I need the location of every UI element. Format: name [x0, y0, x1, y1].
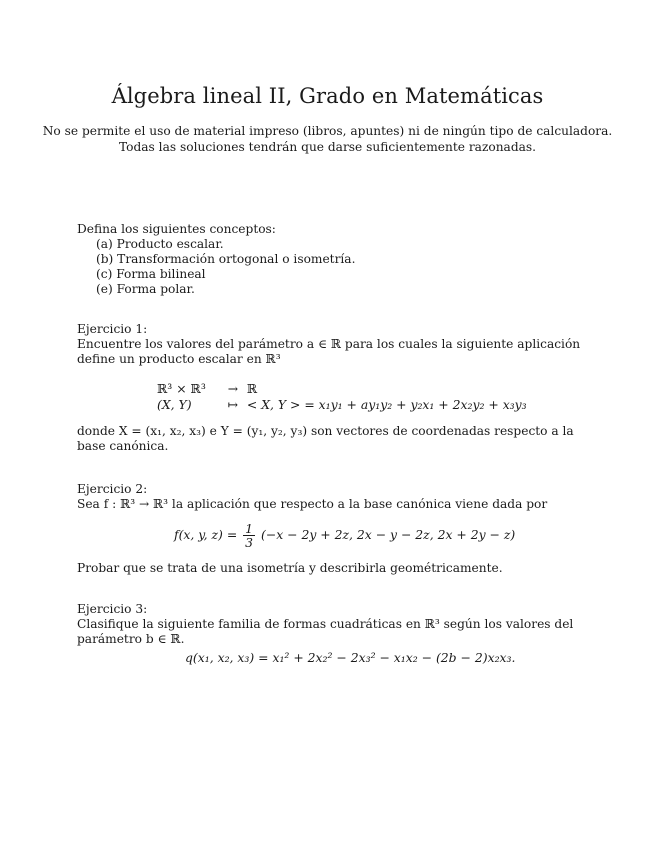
map-line-1: [157, 381, 257, 396]
fraction-denominator: 3: [245, 535, 254, 550]
exercise2-statement: Sea f : ℝ³ → ℝ³ la aplicación que respecto a la base canónica viene dada por: [77, 497, 548, 511]
exercise1-section: [77, 322, 582, 367]
exercise1-heading: Ejercicio 1:: [77, 322, 148, 336]
exercise1-note: donde X = (x₁, x₂, x₃) e Y = (y₁, y₂, y₃) son vectores de coordenadas respecto a la base canónica.: [77, 424, 574, 453]
definition-item-e: (e) Forma polar.: [96, 282, 195, 296]
exercise2-heading: Ejercicio 2:: [77, 482, 148, 496]
map-codomain: ℝ: [246, 381, 258, 396]
fraction-numerator: 1: [245, 521, 254, 536]
exercise2-task: Probar que se trata de una isometría y describirla geométricamente.: [77, 561, 503, 575]
exercise3-section: [77, 602, 582, 647]
map-pair: (X, Y): [157, 397, 192, 412]
mapsto-arrow: ↦: [227, 397, 239, 412]
quadratic-form-formula: q(x₁, x₂, x₃) = x₁² + 2x₂² − 2x₃² − x₁x₂ − (2b − 2)x₂x₃.: [185, 650, 516, 665]
page-title: Álgebra lineal II, Grado en Matemáticas: [111, 84, 544, 108]
formula-right: (−x − 2y + 2z, 2x − y − 2z, 2x + 2y − z): [261, 527, 516, 542]
instruction-line-2: Todas las soluciones tendrán que darse suficientemente razonadas.: [118, 140, 537, 154]
one-third-fraction: [243, 522, 255, 549]
inner-product-formula: < X, Y > = x₁y₁ + ay₁y₂ + y₂x₁ + 2x₂y₂ + x₃y₃: [246, 397, 527, 412]
exercise1-statement: Encuentre los valores del parámetro a ∈ ℝ para los cuales la siguiente aplicación define un producto escalar en ℝ³: [77, 337, 581, 366]
exercise3-heading: Ejercicio 3:: [77, 602, 148, 616]
map-line-2: [157, 397, 527, 412]
definitions-section: [77, 222, 582, 297]
map-arrow: →: [227, 381, 239, 396]
map-domain: ℝ³ × ℝ³: [157, 381, 206, 396]
exercise2-section: [77, 482, 582, 512]
formula-left: f(x, y, z) =: [174, 527, 238, 542]
instruction-line-1: No se permite el uso de material impreso (libros, apuntes) ni de ningún tipo de calculadora.: [42, 124, 613, 138]
definition-item-a: (a) Producto escalar.: [96, 237, 224, 251]
definition-item-b: (b) Transformación ortogonal o isometría.: [96, 252, 356, 266]
definitions-heading: Defina los siguientes conceptos:: [77, 222, 276, 236]
isometry-formula: [174, 522, 515, 549]
exercise3-statement: Clasifique la siguiente familia de formas cuadráticas en ℝ³ según los valores del parámetro b ∈ ℝ.: [77, 617, 574, 646]
definition-item-c: (c) Forma bilineal: [96, 267, 206, 281]
